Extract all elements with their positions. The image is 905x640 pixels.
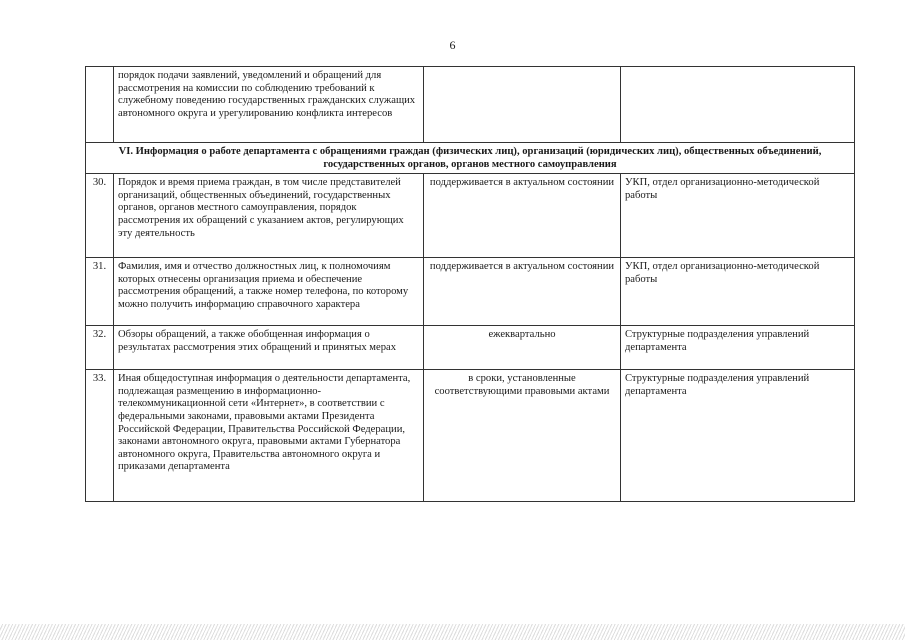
table-row-continuation xyxy=(86,67,855,143)
row-description: порядок подачи заявлений, уведомлений и обращений для рассмотрения на комиссии по соблюдению требований к служебному поведению государственных гражданских служащих автономного округа и урегулированию конфликта интересов xyxy=(114,67,424,143)
row-frequency: поддерживается в актуальном состоянии xyxy=(424,174,621,258)
row-number xyxy=(86,67,114,143)
row-responsible: Структурные подразделения управлений департамента xyxy=(621,370,855,502)
table-row xyxy=(86,258,855,326)
row-number: 31. xyxy=(86,258,114,326)
scan-artifact xyxy=(0,624,905,640)
row-frequency xyxy=(424,67,621,143)
row-responsible: УКП, отдел организационно-методической работы xyxy=(621,174,855,258)
row-description: Порядок и время приема граждан, в том числе представителей организаций, общественных объединений, государственных органов, органов местного самоуправления, порядок рассмотрения их обращений с указанием актов, регулирующих эту деятельность xyxy=(114,174,424,258)
row-frequency: в сроки, установленные соответствующими правовыми актами xyxy=(424,370,621,502)
row-responsible: Структурные подразделения управлений департамента xyxy=(621,326,855,370)
row-description: Обзоры обращений, а также обобщенная информация о результатах рассмотрения этих обращений и принятых мерах xyxy=(114,326,424,370)
section-header-row xyxy=(86,143,855,174)
row-description: Иная общедоступная информация о деятельности департамента, подлежащая размещению в информационно-телекоммуникационной сети «Интернет», в соответствии с федеральными законами, правовыми актами Президента Российской Федерации, Правительства Российской Федерации, законами автономного округа, правовыми актами Губернатора автономного округа, Правительства автономного округа и приказами департамента xyxy=(114,370,424,502)
document-table xyxy=(85,66,855,502)
row-frequency: поддерживается в актуальном состоянии xyxy=(424,258,621,326)
page-number: 6 xyxy=(449,38,456,52)
row-frequency: ежеквартально xyxy=(424,326,621,370)
section-header: VI. Информация о работе департамента с обращениями граждан (физических лиц), организаций (юридических лиц), общественных объединений, государственных органов, органов местного самоуправления xyxy=(86,143,855,174)
row-number: 30. xyxy=(86,174,114,258)
table-row xyxy=(86,370,855,502)
table-row xyxy=(86,174,855,258)
row-responsible: УКП, отдел организационно-методической работы xyxy=(621,258,855,326)
table-row xyxy=(86,326,855,370)
row-description: Фамилия, имя и отчество должностных лиц, к полномочиям которых отнесены организация приема и обеспечение рассмотрения обращений, а также номер телефона, по которому можно получить информацию справочного характера xyxy=(114,258,424,326)
row-number: 32. xyxy=(86,326,114,370)
row-number: 33. xyxy=(86,370,114,502)
row-responsible xyxy=(621,67,855,143)
